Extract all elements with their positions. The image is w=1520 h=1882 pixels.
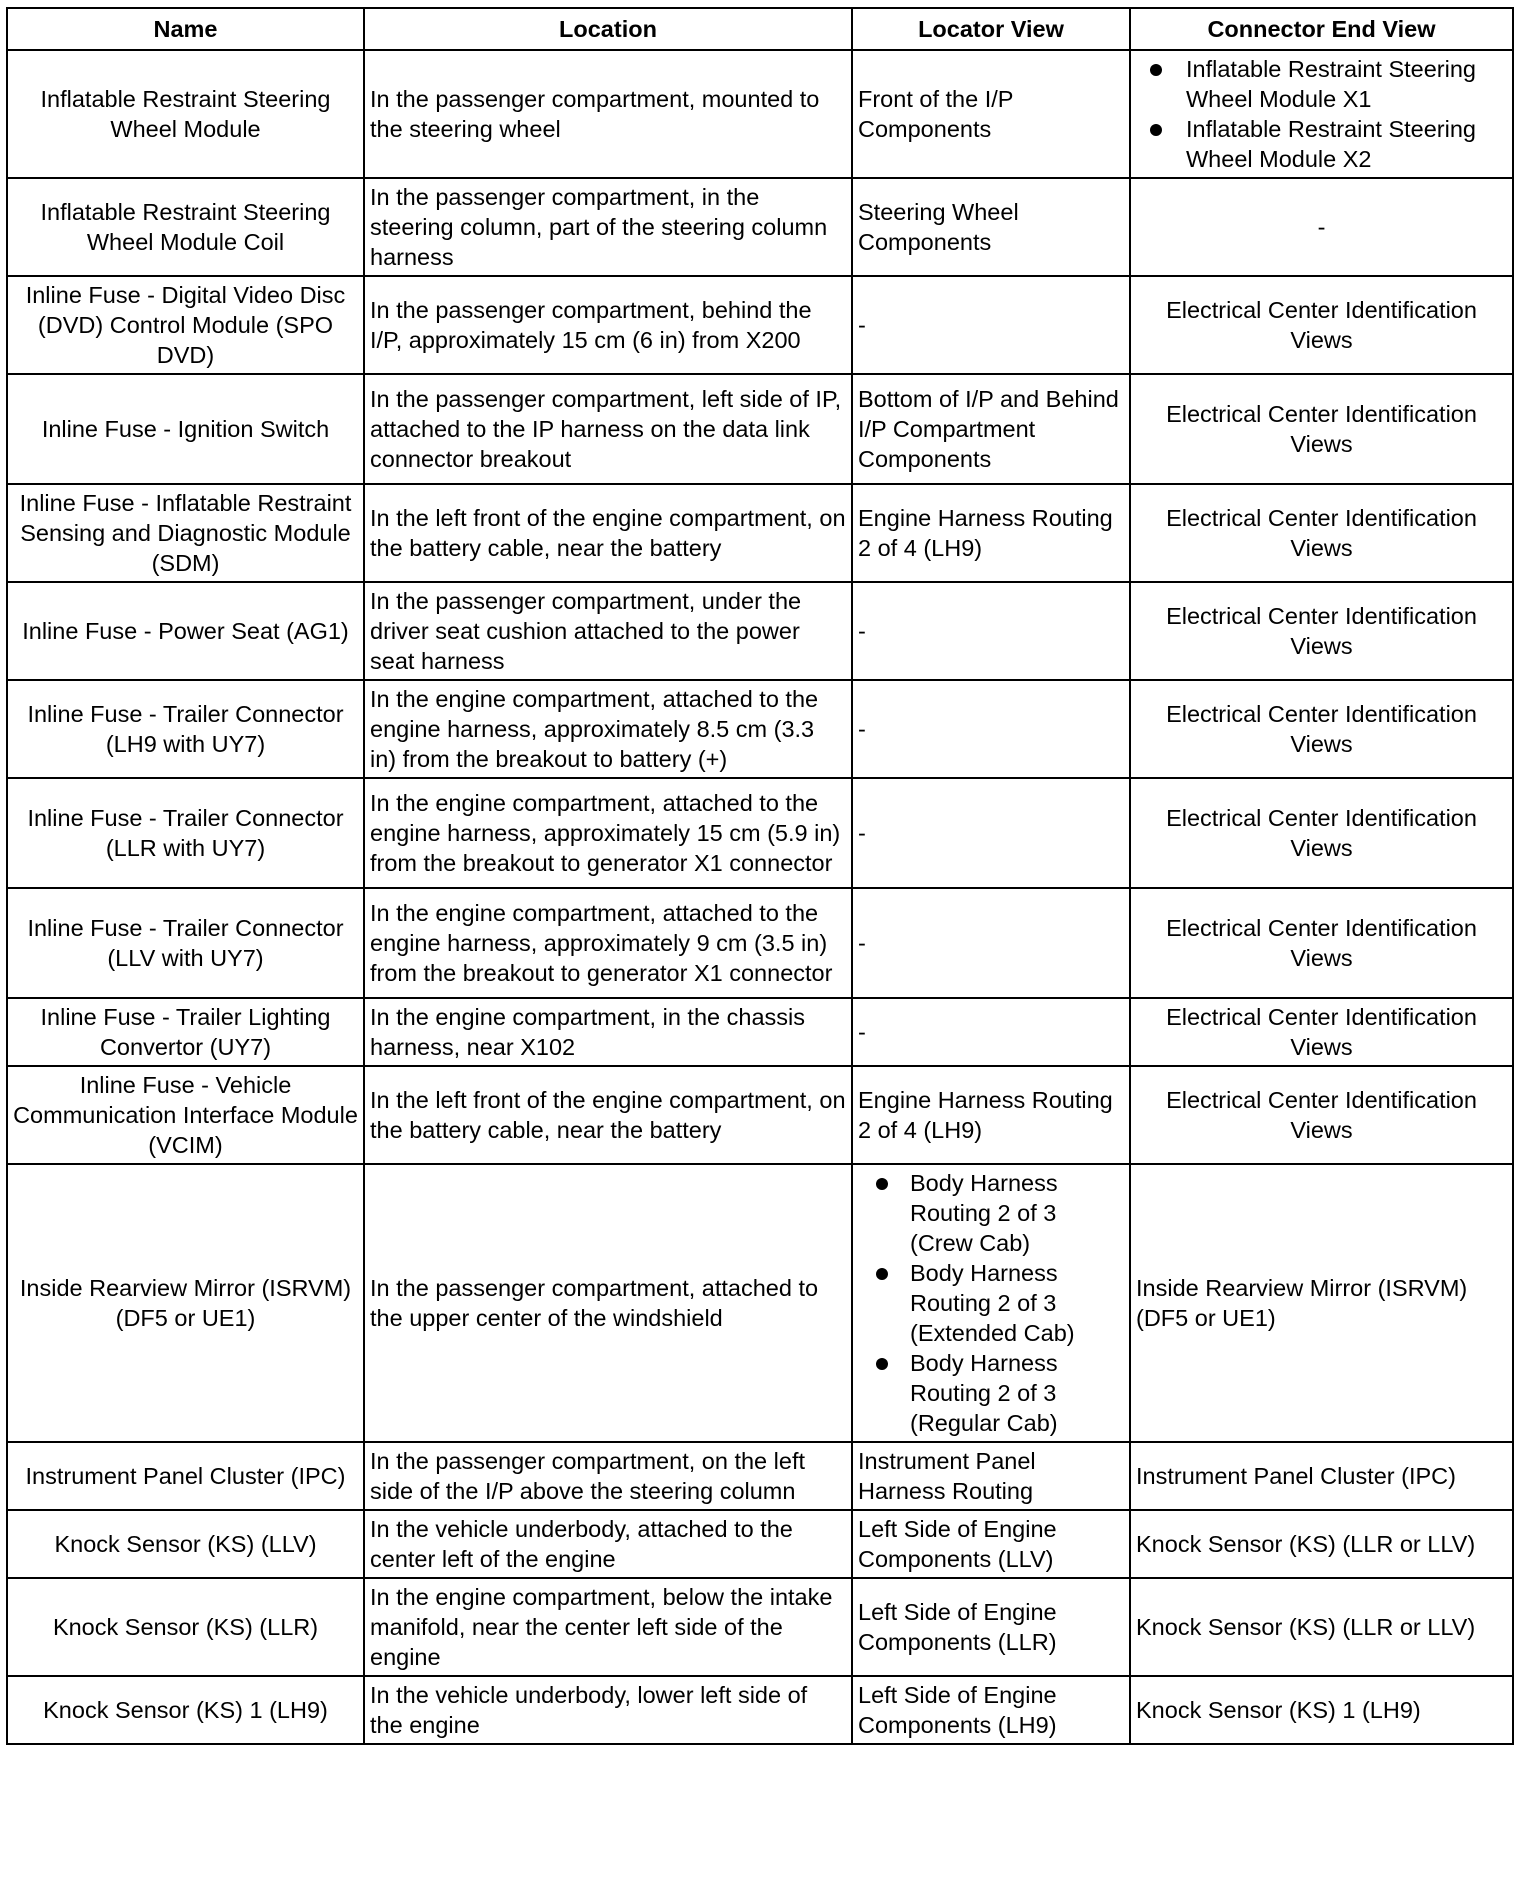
header-location: Location — [364, 8, 852, 50]
cell-name: Inline Fuse - Trailer Connector (LLV with UY7) — [7, 888, 364, 998]
cell-name: Inline Fuse - Vehicle Communication Interface Module (VCIM) — [7, 1066, 364, 1164]
cell-locator-view: - — [852, 582, 1130, 680]
list-item-text: Inflatable Restraint Steering Wheel Module X2 — [1186, 116, 1476, 172]
cell-location: In the vehicle underbody, lower left side of the engine — [364, 1676, 852, 1744]
bullet-icon — [1150, 124, 1162, 136]
cell-connector-end-view: Electrical Center Identification Views — [1130, 998, 1513, 1066]
list-item-text: Inflatable Restraint Steering Wheel Module X1 — [1186, 56, 1476, 112]
cell-locator-view: Left Side of Engine Components (LLR) — [852, 1578, 1130, 1676]
cell-name: Inside Rearview Mirror (ISRVM) (DF5 or UE1) — [7, 1164, 364, 1442]
list-item-text: Body Harness Routing 2 of 3 (Crew Cab) — [910, 1170, 1058, 1256]
cell-connector-end-view: Electrical Center Identification Views — [1130, 778, 1513, 888]
cell-connector-end-view: Instrument Panel Cluster (IPC) — [1130, 1442, 1513, 1510]
cell-location: In the engine compartment, in the chassis harness, near X102 — [364, 998, 852, 1066]
cell-location: In the passenger compartment, under the driver seat cushion attached to the power seat harness — [364, 582, 852, 680]
cell-location: In the left front of the engine compartment, on the battery cable, near the battery — [364, 1066, 852, 1164]
table-row — [7, 1442, 1513, 1510]
table-row — [7, 276, 1513, 374]
component-locator-table — [6, 7, 1514, 1745]
cell-locator-view: - — [852, 998, 1130, 1066]
table-row — [7, 998, 1513, 1066]
bullet-icon — [876, 1178, 888, 1190]
cell-name: Inline Fuse - Trailer Lighting Convertor (UY7) — [7, 998, 364, 1066]
cell-locator-view — [852, 1164, 1130, 1442]
cell-locator-view: Left Side of Engine Components (LLV) — [852, 1510, 1130, 1578]
table-row — [7, 374, 1513, 484]
component-locator-document — [6, 7, 1512, 1745]
table-row — [7, 50, 1513, 178]
list-item — [858, 1348, 1124, 1438]
cell-name: Inline Fuse - Inflatable Restraint Sensing and Diagnostic Module (SDM) — [7, 484, 364, 582]
cell-connector-end-view: Inside Rearview Mirror (ISRVM) (DF5 or UE1) — [1130, 1164, 1513, 1442]
bullet-icon — [1150, 64, 1162, 76]
cell-name: Instrument Panel Cluster (IPC) — [7, 1442, 364, 1510]
table-row — [7, 178, 1513, 276]
cell-name: Inline Fuse - Ignition Switch — [7, 374, 364, 484]
cell-locator-view: Left Side of Engine Components (LH9) — [852, 1676, 1130, 1744]
cell-location: In the passenger compartment, behind the I/P, approximately 15 cm (6 in) from X200 — [364, 276, 852, 374]
connector-list — [1136, 54, 1507, 174]
cell-location: In the engine compartment, attached to the engine harness, approximately 15 cm (5.9 in) from the breakout to generator X1 connector — [364, 778, 852, 888]
cell-connector-end-view: Knock Sensor (KS) (LLR or LLV) — [1130, 1510, 1513, 1578]
table-row — [7, 484, 1513, 582]
cell-locator-view: - — [852, 680, 1130, 778]
header-connector-end-view: Connector End View — [1130, 8, 1513, 50]
cell-location: In the passenger compartment, left side of IP, attached to the IP harness on the data link connector breakout — [364, 374, 852, 484]
cell-connector-end-view: - — [1130, 178, 1513, 276]
cell-connector-end-view: Electrical Center Identification Views — [1130, 1066, 1513, 1164]
table-row — [7, 582, 1513, 680]
cell-locator-view: - — [852, 276, 1130, 374]
cell-connector-end-view: Electrical Center Identification Views — [1130, 680, 1513, 778]
table-row — [7, 680, 1513, 778]
list-item-text: Body Harness Routing 2 of 3 (Extended Cab) — [910, 1260, 1075, 1346]
header-row — [7, 8, 1513, 50]
cell-locator-view: Bottom of I/P and Behind I/P Compartment Components — [852, 374, 1130, 484]
cell-locator-view: Engine Harness Routing 2 of 4 (LH9) — [852, 484, 1130, 582]
cell-name: Inline Fuse - Trailer Connector (LLR with UY7) — [7, 778, 364, 888]
cell-name: Inline Fuse - Trailer Connector (LH9 with UY7) — [7, 680, 364, 778]
cell-name: Inflatable Restraint Steering Wheel Module Coil — [7, 178, 364, 276]
list-item-text: Body Harness Routing 2 of 3 (Regular Cab) — [910, 1350, 1058, 1436]
cell-name: Inline Fuse - Power Seat (AG1) — [7, 582, 364, 680]
cell-connector-end-view: Knock Sensor (KS) 1 (LH9) — [1130, 1676, 1513, 1744]
cell-location: In the vehicle underbody, attached to the center left of the engine — [364, 1510, 852, 1578]
cell-name: Knock Sensor (KS) 1 (LH9) — [7, 1676, 364, 1744]
table-row — [7, 1066, 1513, 1164]
header-locator-view: Locator View — [852, 8, 1130, 50]
cell-connector-end-view: Electrical Center Identification Views — [1130, 276, 1513, 374]
cell-locator-view: Engine Harness Routing 2 of 4 (LH9) — [852, 1066, 1130, 1164]
cell-locator-view: Front of the I/P Components — [852, 50, 1130, 178]
list-item — [858, 1168, 1124, 1258]
cell-connector-end-view: Electrical Center Identification Views — [1130, 484, 1513, 582]
cell-location: In the passenger compartment, on the left side of the I/P above the steering column — [364, 1442, 852, 1510]
table-row — [7, 1164, 1513, 1442]
table-row — [7, 778, 1513, 888]
cell-name: Knock Sensor (KS) (LLV) — [7, 1510, 364, 1578]
cell-connector-end-view: Knock Sensor (KS) (LLR or LLV) — [1130, 1578, 1513, 1676]
cell-connector-end-view: Electrical Center Identification Views — [1130, 582, 1513, 680]
cell-name: Inflatable Restraint Steering Wheel Module — [7, 50, 364, 178]
cell-locator-view: - — [852, 778, 1130, 888]
cell-location: In the passenger compartment, in the steering column, part of the steering column harness — [364, 178, 852, 276]
cell-locator-view: - — [852, 888, 1130, 998]
table-row — [7, 1578, 1513, 1676]
cell-location: In the engine compartment, attached to the engine harness, approximately 9 cm (3.5 in) from the breakout to generator X1 connector — [364, 888, 852, 998]
cell-name: Inline Fuse - Digital Video Disc (DVD) Control Module (SPO DVD) — [7, 276, 364, 374]
bullet-icon — [876, 1268, 888, 1280]
bullet-icon — [876, 1358, 888, 1370]
header-name: Name — [7, 8, 364, 50]
locator-view-list — [858, 1168, 1124, 1438]
cell-location: In the engine compartment, below the intake manifold, near the center left side of the engine — [364, 1578, 852, 1676]
cell-location: In the left front of the engine compartment, on the battery cable, near the battery — [364, 484, 852, 582]
cell-locator-view: Steering Wheel Components — [852, 178, 1130, 276]
table-row — [7, 888, 1513, 998]
list-item — [858, 1258, 1124, 1348]
cell-name: Knock Sensor (KS) (LLR) — [7, 1578, 364, 1676]
cell-connector-end-view: Electrical Center Identification Views — [1130, 374, 1513, 484]
table-row — [7, 1676, 1513, 1744]
list-item — [1136, 54, 1507, 114]
table-row — [7, 1510, 1513, 1578]
cell-connector-end-view: Electrical Center Identification Views — [1130, 888, 1513, 998]
list-item — [1136, 114, 1507, 174]
cell-connector-end-view — [1130, 50, 1513, 178]
cell-location: In the passenger compartment, attached to the upper center of the windshield — [364, 1164, 852, 1442]
cell-location: In the engine compartment, attached to the engine harness, approximately 8.5 cm (3.3 in) from the breakout to battery (+) — [364, 680, 852, 778]
cell-locator-view: Instrument Panel Harness Routing — [852, 1442, 1130, 1510]
cell-location: In the passenger compartment, mounted to the steering wheel — [364, 50, 852, 178]
